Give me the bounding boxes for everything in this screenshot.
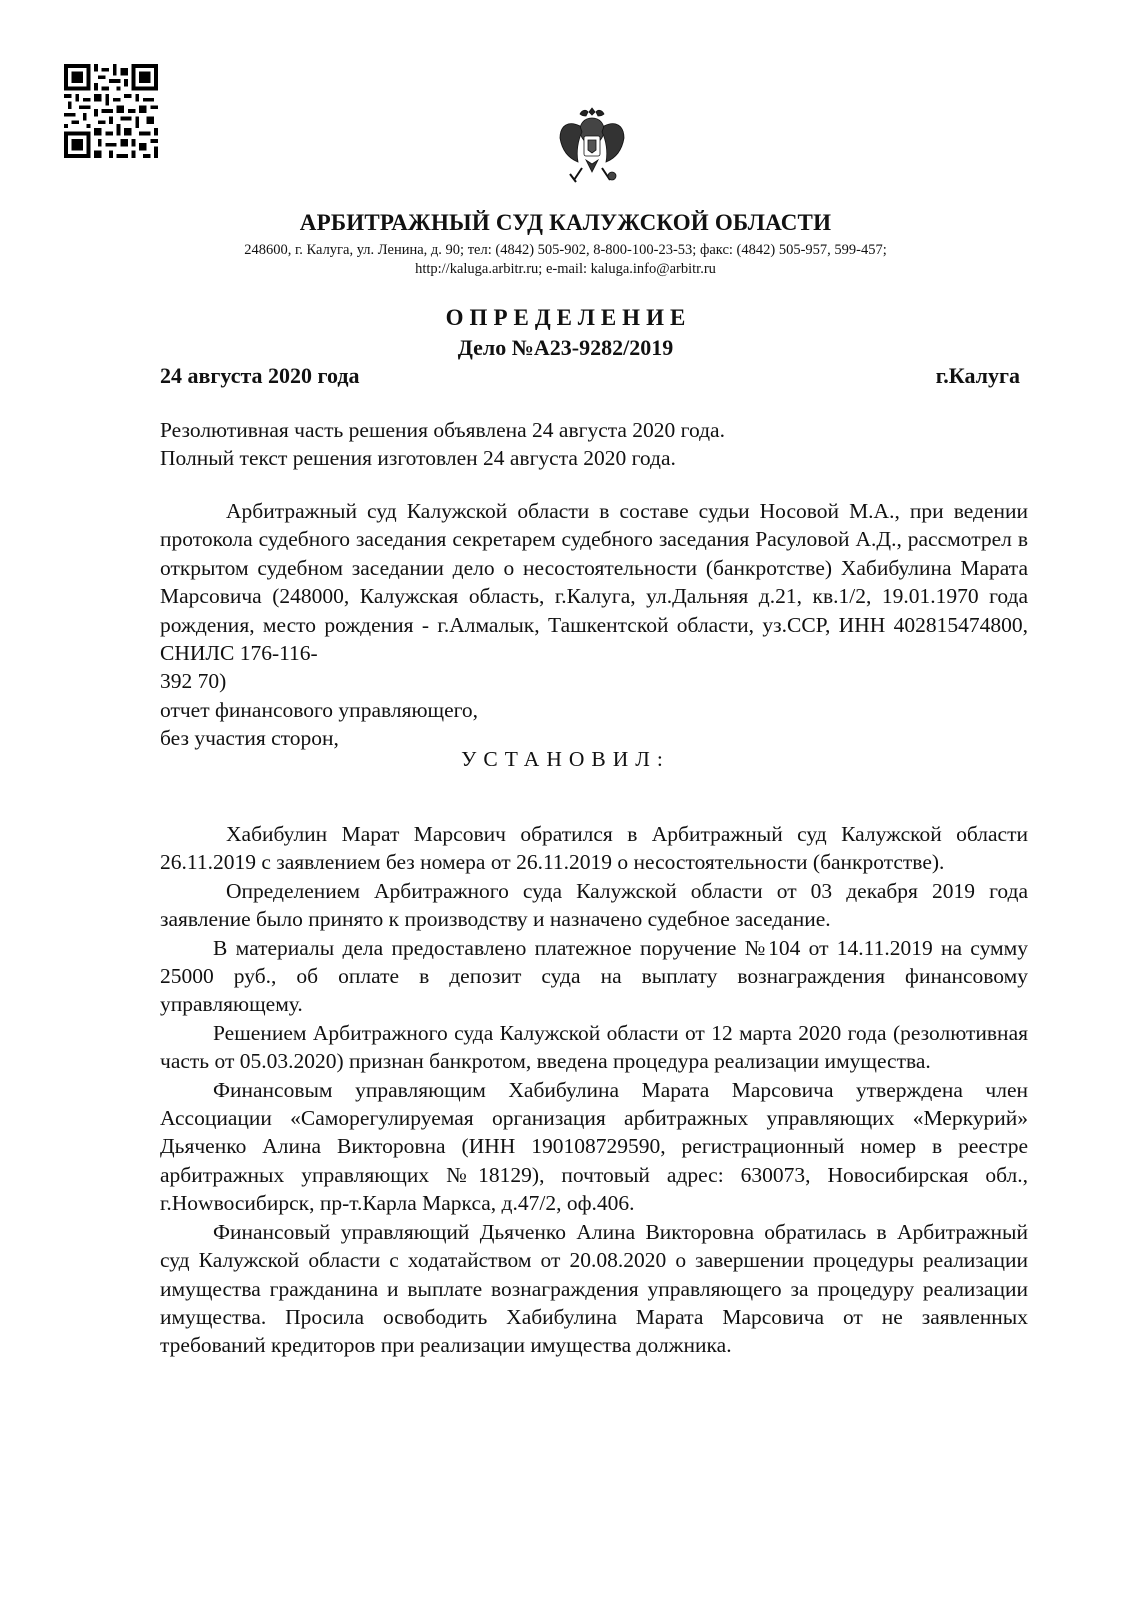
intro-block (160, 497, 1028, 753)
body-paragraph: Определением Арбитражного суда Калужской области от 03 декабря 2019 года заявление было принято к производству и назначено судебное заседание. (160, 878, 1028, 932)
case-number: Дело №А23-9282/2019 (457, 335, 674, 360)
body-block (160, 820, 1028, 1360)
document-date: 24 августа 2020 года (160, 363, 360, 388)
parties-line: без участия сторон, (160, 726, 339, 751)
court-contacts-line: http://kaluga.arbitr.ru; e-mail: kaluga.info@arbitr.ru (415, 261, 716, 277)
announcement-full-text: Полный текст решения изготовлен 24 августа 2020 года. (160, 446, 676, 471)
intro-paragraph-tail: 392 70) (160, 669, 227, 694)
body-paragraph: Финансовым управляющим Хабибулина Марата Марсовича утверждена член Ассоциации «Саморегулируемая организация арбитражных управляющих «Меркурий» Дьяченко Алина Викторовна (ИНН 190108729590, регистрационный номер в реестре арбитражных управляющих №18129), почтовый адрес: 630073, Новосибирская обл., г.Нowвосибирск, пр-т.Карла Маркса, д.47/2, оф.406. (160, 1077, 1028, 1216)
body-paragraph: Финансовый управляющий Дьяченко Алина Викторовна обратилась в Арбитражный суд Калужской области с ходатайством от 20.08.2020 о завершении процедуры реализации имущества гражданина и выплате вознаграждения управляющего за процедуру реализации имущества. Просила освободить Хабибулина Марата Марсовича от не заявленных требований кредиторов при реализации имущества должника. (160, 1219, 1028, 1358)
intro-paragraph: Арбитражный суд Калужской области в составе судьи Носовой М.А., при ведении протокола судебного заседания секретарем судебного заседания Расуловой А.Д., рассмотрел в открытом судебном заседании дело о несостоятельности (банкротстве) Хабибулина Марата Марсовича (248000, Калужская область, г.Калуга, ул.Дальняя д.21, кв.1/2, 19.01.1970 года рождения, место рождения - г.Алмалык, Ташкентской области, уз.ССР, ИНН 402815474800, СНИЛС 176-116- (160, 499, 1028, 666)
report-line: отчет финансового управляющего, (160, 697, 479, 722)
section-title-established: УСТАНОВИЛ: (461, 747, 670, 771)
body-paragraph: В материалы дела предоставлено платежное поручение №104 от 14.11.2019 на сумму 25000 руб., об оплате в депозит суда на выплату вознаграждения финансовому управляющему. (160, 935, 1028, 1017)
body-paragraph: Решением Арбитражного суда Калужской области от 12 марта 2020 года (резолютивная часть от 05.03.2020) признан банкротом, введена процедура реализации имущества. (160, 1020, 1028, 1074)
court-name: АРБИТРАЖНЫЙ СУД КАЛУЖСКОЙ ОБЛАСТИ (299, 210, 832, 235)
announcement-operative-part: Резолютивная часть решения объявлена 24 августа 2020 года. (160, 418, 725, 442)
court-address-line: 248600, г. Калуга, ул. Ленина, д. 90; тел: (4842) 505-902, 8-800-100-23-53; факс: (4842) 505-957, 599-457; (244, 242, 887, 258)
date-city-row (160, 363, 1020, 389)
qr-code-icon (64, 64, 158, 158)
body-paragraph: Хабибулин Марат Марсович обратился в Арбитражный суд Калужской области 26.11.2019 с заявлением без номера от 26.11.2019 о несостоятельности (банкротстве). (160, 822, 1028, 875)
document-city: г.Калуга (935, 363, 1020, 388)
court-address (0, 241, 1131, 279)
announcement-block (160, 416, 1028, 473)
coat-of-arms-icon (556, 104, 628, 188)
document-type: ОПРЕДЕЛЕНИЕ (445, 305, 692, 330)
